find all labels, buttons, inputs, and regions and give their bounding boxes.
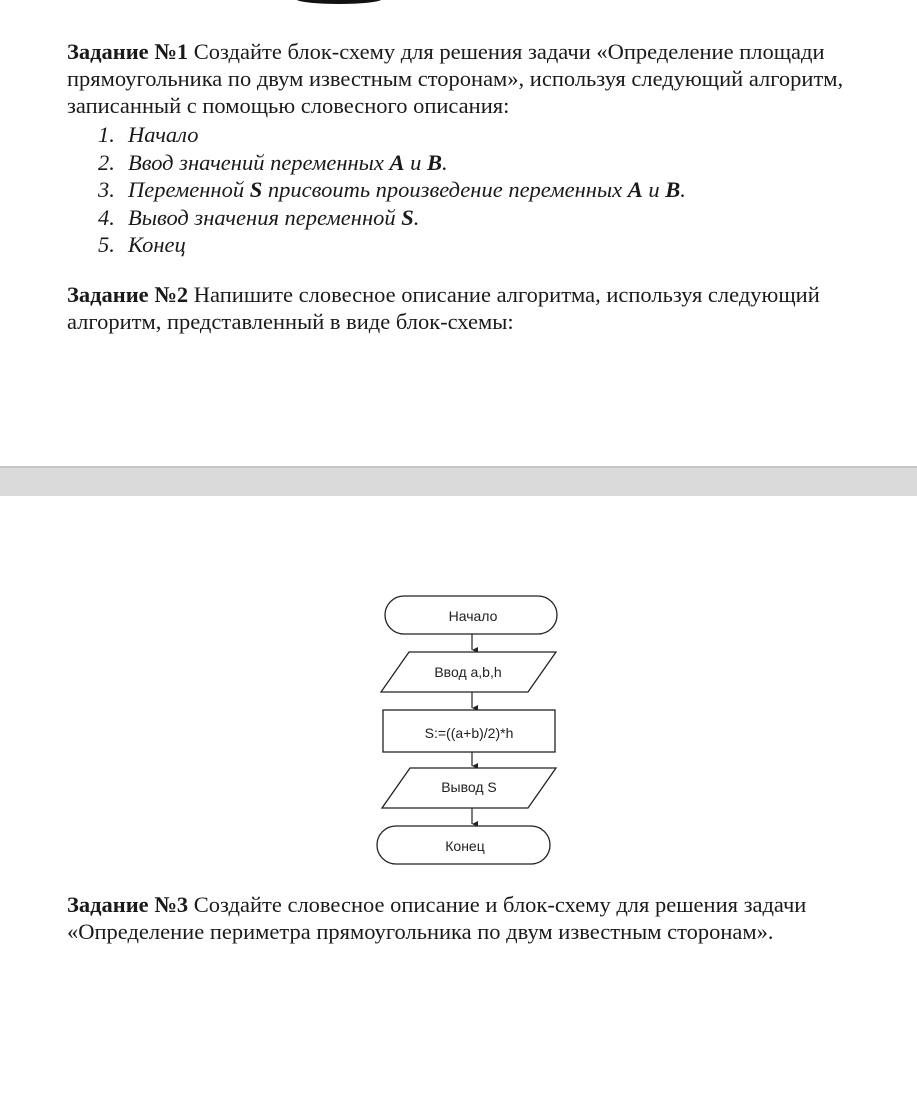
flowchart-diagram xyxy=(0,496,917,886)
flowchart-end-terminator xyxy=(377,826,550,864)
document-page-bottom xyxy=(0,496,917,1106)
task-1-text: Создайте блок-схему для решения задачи «Определение площади прямоугольника по двум известным сторонам», используя следующий алгоритм, записанный с помощью словесного описания: xyxy=(67,39,844,118)
task-3-heading: Задание №3 xyxy=(67,892,189,917)
algorithm-step-4: 4. Вывод значения переменной S. xyxy=(98,204,420,230)
task-2-text: Напишите словесное описание алгоритма, используя следующий алгоритм, представленный в виде блок-схемы: xyxy=(67,282,820,334)
flowchart-process-label: S:=((a+b)/2)*h xyxy=(424,725,514,741)
flowchart-start-terminator xyxy=(385,596,557,634)
task-3-text: Создайте словесное описание и блок-схему для решения задачи «Определение периметра прямоугольника по двум известным сторонам». xyxy=(67,892,807,944)
task-2-paragraph xyxy=(67,281,867,335)
task-3-paragraph xyxy=(67,891,882,945)
flowchart-input-block xyxy=(381,652,556,692)
page-separator xyxy=(0,466,917,496)
task-2-heading: Задание №2 xyxy=(67,282,189,307)
task-1-heading: Задание №1 xyxy=(67,39,189,64)
algorithm-steps-list xyxy=(98,121,686,259)
task-1-paragraph xyxy=(67,38,867,119)
flowchart-input-label: Ввод a,b,h xyxy=(434,664,502,680)
flowchart-end-label: Конец xyxy=(445,838,485,854)
document-page-top xyxy=(0,0,917,466)
algorithm-step-1: 1. Начало xyxy=(98,122,199,147)
flowchart-output-block xyxy=(382,768,556,808)
flowchart-output-label: Вывод S xyxy=(441,779,497,795)
flowchart-start-label: Начало xyxy=(448,608,498,624)
algorithm-step-3: 3. Переменной S присвоить произведение переменных A и B. xyxy=(98,177,686,202)
page-top-mark xyxy=(296,0,382,4)
algorithm-step-5: 5. Конец xyxy=(98,232,186,257)
flowchart-process-block xyxy=(383,710,555,752)
algorithm-step-2: 2. Ввод значений переменных A и B. xyxy=(98,149,448,175)
